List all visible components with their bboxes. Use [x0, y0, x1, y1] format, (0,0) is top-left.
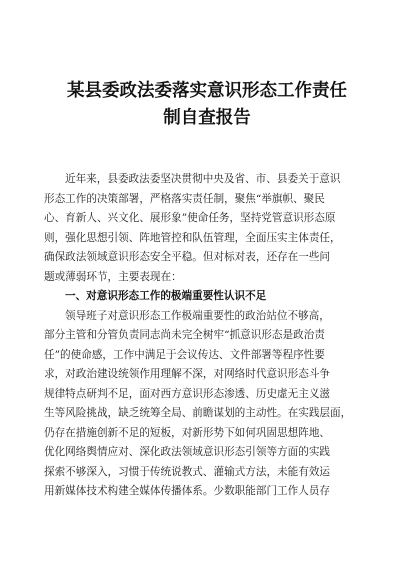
- section-line: 优化网络舆情应对、深化政法领域意识形态引领等方面的实践: [44, 446, 331, 458]
- title-line-1: 某县委政法委落实意识形态工作责任: [67, 81, 347, 101]
- section-line: 求，对政治建设统领作用理解不深，对网络时代意识形态斗争: [44, 368, 331, 380]
- title-line-2: 制自查报告: [163, 108, 251, 128]
- section-heading: 一、对意识形态工作的极端重要性认识不足: [65, 290, 267, 302]
- section-line: 任”的使命感，工作中满足于会议传达、文件部署等程序性要: [44, 348, 325, 361]
- document-title: [44, 78, 370, 132]
- intro-paragraph: [44, 170, 370, 287]
- section-line: 部分主管和分管负责同志尚未完全树牢“抓意识形态是政治责: [44, 329, 325, 341]
- section-line: 探索不够深入，习惯于传统说教式、灌输式方法，未能有效运: [44, 465, 331, 478]
- section-paragraph: [44, 307, 370, 502]
- section-line: 规律特点研判不足，面对西方意识形态渗透、历史虚无主义滋: [44, 387, 331, 400]
- section-line: 生等风险挑战，缺乏统筹全局、前瞻谋划的主动性。在实践层面，: [44, 407, 352, 419]
- intro-line: 题或薄弱环节，主要表现在：: [44, 270, 182, 283]
- intro-line: 确保政法领域意识形态安全平稳。但对标对表，还存在一些问: [44, 251, 331, 263]
- intro-line: 形态工作的决策部署，严格落实责任制，聚焦“举旗帜、聚民: [44, 192, 325, 205]
- section-line: 用新媒体技术构建全媒体传播体系。少数职能部门工作人员存: [44, 485, 331, 497]
- intro-line: 近年来，县委政法委坚决贯彻中央及省、市、县委关于意识: [65, 173, 341, 185]
- section-line: 领导班子对意识形态工作极端重要性的政治站位不够高，: [65, 309, 330, 322]
- intro-line: 则，强化思想引领、阵地管控和队伍管理，全面压实主体责任，: [44, 231, 341, 244]
- intro-line: 心、育新人、兴文化、展形象”使命任务，坚持党管意识形态原: [44, 212, 336, 224]
- section-line: 仍存在措施创新不足的短板，对新形势下如何巩固思想阵地、: [44, 426, 331, 439]
